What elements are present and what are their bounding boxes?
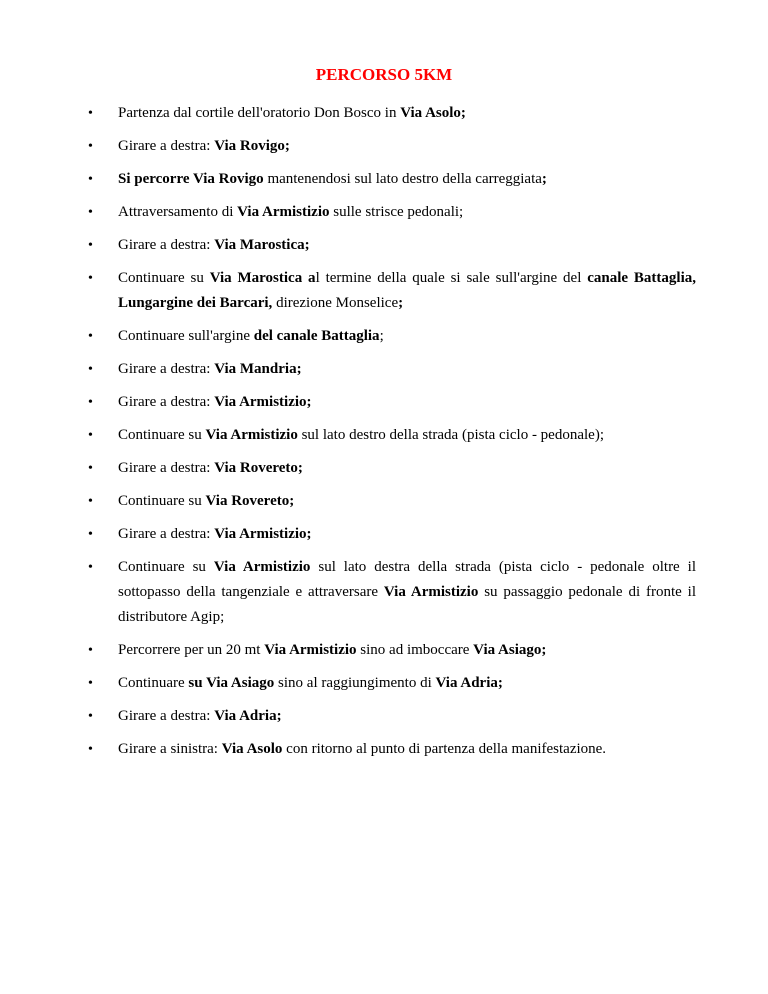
step-text-run: sino al raggiungimento di	[274, 675, 436, 691]
step-text-run: su passaggio pedonale di fronte il distributore Agip;	[118, 584, 696, 625]
step-text-run: Continuare	[118, 675, 189, 691]
route-step	[0, 266, 768, 316]
bullet-icon: •	[88, 172, 93, 187]
route-step-text	[118, 638, 696, 663]
route-step-text	[118, 324, 696, 349]
route-step-text	[118, 671, 696, 696]
route-step-text	[118, 167, 696, 192]
step-text-bold: Via Armistizio	[237, 204, 330, 220]
step-text-bold: Via Adria;	[214, 708, 282, 724]
bullet-icon: •	[88, 271, 93, 286]
step-text-bold: Si percorre Via Rovigo	[118, 171, 264, 187]
step-text-bold: ;	[541, 171, 547, 187]
route-step-text	[118, 266, 696, 316]
route-step	[0, 671, 768, 696]
route-step-text	[118, 233, 696, 258]
step-text-run: Continuare su	[118, 270, 210, 286]
bullet-icon: •	[88, 742, 93, 757]
bullet-icon: •	[88, 205, 93, 220]
step-text-run: con ritorno al punto di partenza della manifestazione.	[282, 741, 607, 757]
bullet-icon: •	[88, 560, 93, 575]
bullet-icon: •	[88, 329, 93, 344]
route-step-text	[118, 390, 696, 415]
route-step-text	[118, 456, 696, 481]
route-step	[0, 555, 768, 630]
route-step	[0, 167, 768, 192]
route-step	[0, 489, 768, 514]
step-text-bold: Via Armistizio	[205, 427, 298, 443]
route-step-text	[118, 522, 696, 547]
step-text-run: sul lato destra della strada (pista ciclo - pedonale oltre il sottopasso della tangenziale e attraversare	[118, 559, 696, 600]
route-step	[0, 357, 768, 382]
route-step	[0, 456, 768, 481]
step-text-run: Girare a destra:	[118, 460, 215, 476]
step-text-bold: ;	[398, 295, 404, 311]
step-text-bold: Via Mandria;	[214, 361, 302, 377]
step-text-bold: Via Armistizio	[383, 584, 479, 600]
route-step	[0, 200, 768, 225]
route-step	[0, 638, 768, 663]
route-step	[0, 423, 768, 448]
route-step	[0, 704, 768, 729]
step-text-bold: Via Rovereto;	[205, 493, 295, 509]
step-text-run: Girare a destra:	[118, 138, 215, 154]
bullet-icon: •	[88, 709, 93, 724]
step-text-bold: del canale Battaglia	[253, 328, 380, 344]
route-step	[0, 233, 768, 258]
route-step-text	[118, 101, 696, 126]
route-step	[0, 134, 768, 159]
route-step-text	[118, 555, 696, 630]
bullet-icon: •	[88, 527, 93, 542]
route-step	[0, 101, 768, 126]
step-text-bold: Via Adria;	[435, 675, 503, 691]
route-step-text	[118, 704, 696, 729]
step-text-run: sino ad imboccare	[356, 642, 474, 658]
step-text-run: ;	[379, 328, 384, 344]
step-text-bold: Via Asolo;	[400, 105, 466, 121]
bullet-icon: •	[88, 428, 93, 443]
route-step-text	[118, 357, 696, 382]
step-text-run: Continuare su	[118, 493, 206, 509]
step-text-run: Girare a destra:	[118, 361, 215, 377]
step-text-run: mantenendosi sul lato destro della carreggiata	[263, 171, 542, 187]
step-text-bold: Via Marostica;	[214, 237, 310, 253]
step-text-bold: Via Rovereto;	[214, 460, 303, 476]
step-text-run: Girare a destra:	[118, 237, 215, 253]
route-step-text	[118, 737, 696, 762]
route-step-text	[118, 423, 696, 448]
step-text-run: Girare a destra:	[118, 394, 215, 410]
bullet-icon: •	[88, 238, 93, 253]
step-text-bold: Via Armistizio;	[214, 526, 312, 542]
bullet-icon: •	[88, 106, 93, 121]
step-text-run: Partenza dal cortile dell'oratorio Don Bosco in	[118, 105, 401, 121]
route-steps-list	[0, 101, 768, 770]
step-text-run: Girare a sinistra:	[118, 741, 222, 757]
step-text-run: Percorrere per un 20 mt	[118, 642, 265, 658]
step-text-run: direzione Monselice	[272, 295, 399, 311]
step-text-bold: Via Asiago;	[473, 642, 547, 658]
bullet-icon: •	[88, 362, 93, 377]
route-step-text	[118, 134, 696, 159]
route-step-text	[118, 200, 696, 225]
step-text-bold: Via Armistizio	[213, 559, 311, 575]
step-text-bold: su Via Asiago	[188, 675, 275, 691]
step-text-run: Continuare su	[118, 427, 206, 443]
step-text-run: Continuare sull'argine	[118, 328, 254, 344]
step-text-bold: Via Rovigo;	[214, 138, 290, 154]
step-text-run: Girare a destra:	[118, 526, 215, 542]
route-step	[0, 737, 768, 762]
step-text-run: sulle strisce pedonali;	[329, 204, 464, 220]
bullet-icon: •	[88, 461, 93, 476]
bullet-icon: •	[88, 676, 93, 691]
route-step	[0, 390, 768, 415]
step-text-bold: Via Armistizio	[264, 642, 357, 658]
route-title: PERCORSO 5KM	[315, 65, 453, 84]
step-text-run: Continuare su	[118, 559, 214, 575]
bullet-icon: •	[88, 139, 93, 154]
route-step	[0, 522, 768, 547]
step-text-bold: canale Battaglia, Lungargine dei Barcari,	[118, 270, 696, 311]
route-step	[0, 324, 768, 349]
step-text-run: Girare a destra:	[118, 708, 215, 724]
step-text-run: Attraversamento di	[118, 204, 238, 220]
step-text-bold: Via Armistizio;	[214, 394, 312, 410]
step-text-run: l termine della quale si sale sull'argine del	[315, 270, 588, 286]
step-text-bold: Via Asolo	[221, 741, 283, 757]
route-step-text	[118, 489, 696, 514]
step-text-bold: Via Marostica a	[209, 270, 316, 286]
bullet-icon: •	[88, 643, 93, 658]
step-text-run: sul lato destro della strada (pista ciclo - pedonale);	[297, 427, 604, 443]
bullet-icon: •	[88, 494, 93, 509]
bullet-icon: •	[88, 395, 93, 410]
